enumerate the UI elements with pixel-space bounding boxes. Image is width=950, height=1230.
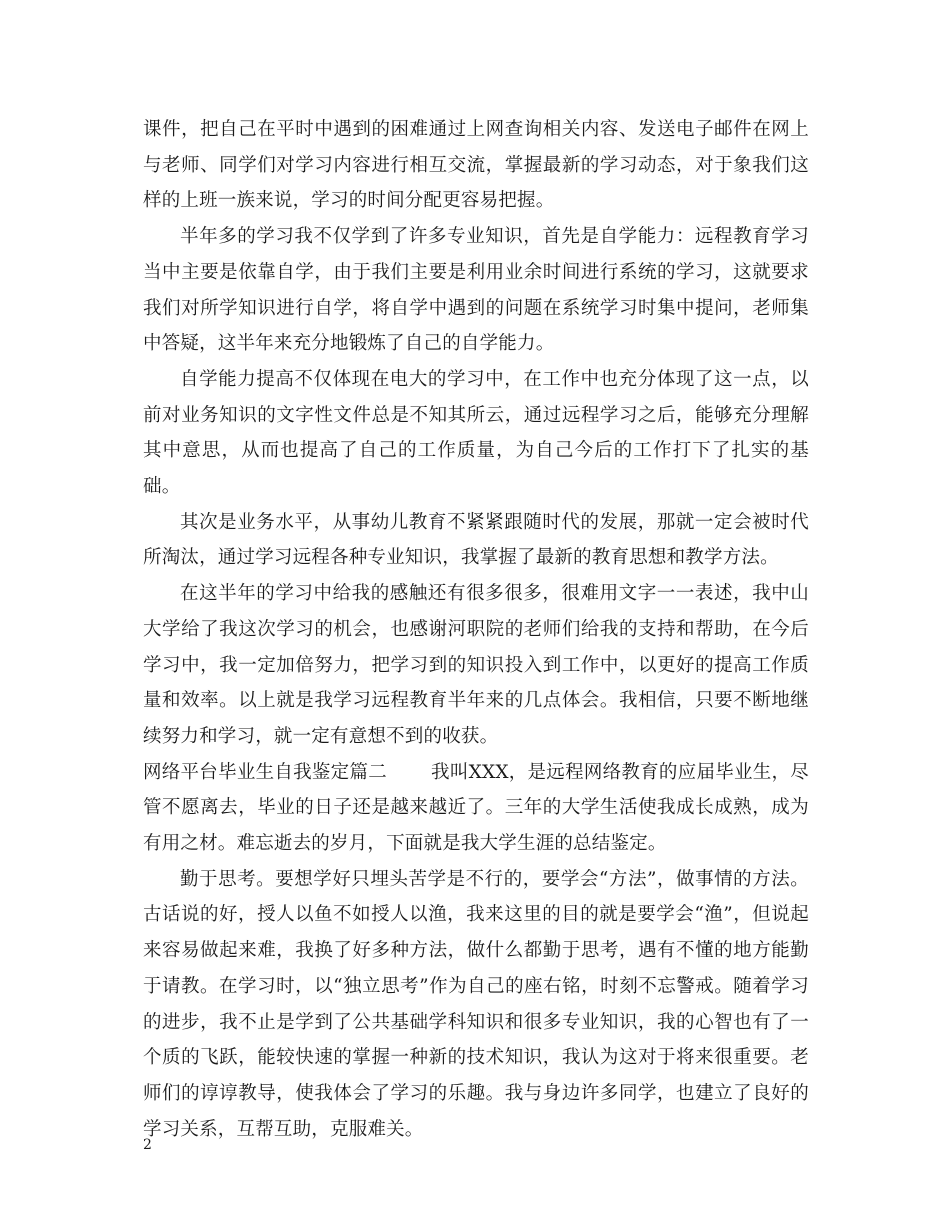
paragraph-4: 其次是业务水平，从事幼儿教育不紧紧跟随时代的发展，那就一定会被时代所淘汰，通过学习远程各种专业知识，我掌握了最新的教育思想和教学方法。	[143, 511, 809, 569]
paragraph-1: 课件，把自己在平时中遇到的困难通过上网查询相关内容、发送电子邮件在网上与老师、同学们对学习内容进行相互交流，掌握最新的学习动态，对于象我们这样的上班一族来说，学习的时间分配更容易把握。	[143, 119, 809, 212]
section-heading: 网络平台毕业生自我鉴定篇二	[143, 761, 387, 783]
paragraph-5: 在这半年的学习中给我的感触还有很多很多，很难用文字一一表述，我中山大学给了我这次学习的机会，也感谢河职院的老师们给我的支持和帮助，在今后学习中，我一定加倍努力，把学习到的知识投入到工作中，以更好的提高工作质量和效率。以上就是我学习远程教育半年来的几点体会。我相信，只要不断地继续努力和学习，就一定有意想不到的收获。	[143, 583, 809, 747]
paragraph-3: 自学能力提高不仅体现在电大的学习中，在工作中也充分体现了这一点，以前对业务知识的文字性文件总是不知其所云，通过远程学习之后，能够充分理解其中意思，从而也提高了自己的工作质量，为自己今后的工作打下了扎实的基础。	[143, 368, 809, 498]
page-number: 2	[143, 1137, 152, 1153]
paragraph-2: 半年多的学习我不仅学到了许多专业知识，首先是自学能力：远程教育学习当中主要是依靠自学，由于我们主要是利用业余时间进行系统的学习，这就要求我们对所学知识进行自学，将自学中遇到的问题在系统学习时集中提问，老师集中答疑，这半年来充分地锻炼了自己的自学能力。	[143, 226, 809, 355]
paragraph-7: 勤于思考。要想学好只埋头苦学是不行的，要学会“方法”，做事情的方法。古话说的好，授人以鱼不如授人以渔，我来这里的目的就是要学会“渔”，但说起来容易做起来难，我换了好多种方法，做什么都勤于思考，遇有不懂的地方能勤于请教。在学习时，以“独立思考”作为自己的座右铭，时刻不忘警戒。随着学习的进步，我不止是学到了公共基础学科知识和很多专业知识，我的心智也有了一个质的飞跃，能较快速的掌握一种新的技术知识，我认为这对于将来很重要。老师们的谆谆教导，使我体会了学习的乐趣。我与身边许多同学，也建立了良好的学习关系，互帮互助，克服难关。	[143, 868, 809, 1140]
paragraph-6-text: 我叫XXX，是远程网络教育的应届毕业生，尽管不愿离去，毕业的日子还是越来越近了。三年的大学生活使我成长成熟，成为有用之材。难忘逝去的岁月，下面就是我大学生涯的总结鉴定。	[143, 761, 809, 855]
paragraph-6	[143, 755, 809, 862]
document-body	[143, 112, 809, 1147]
